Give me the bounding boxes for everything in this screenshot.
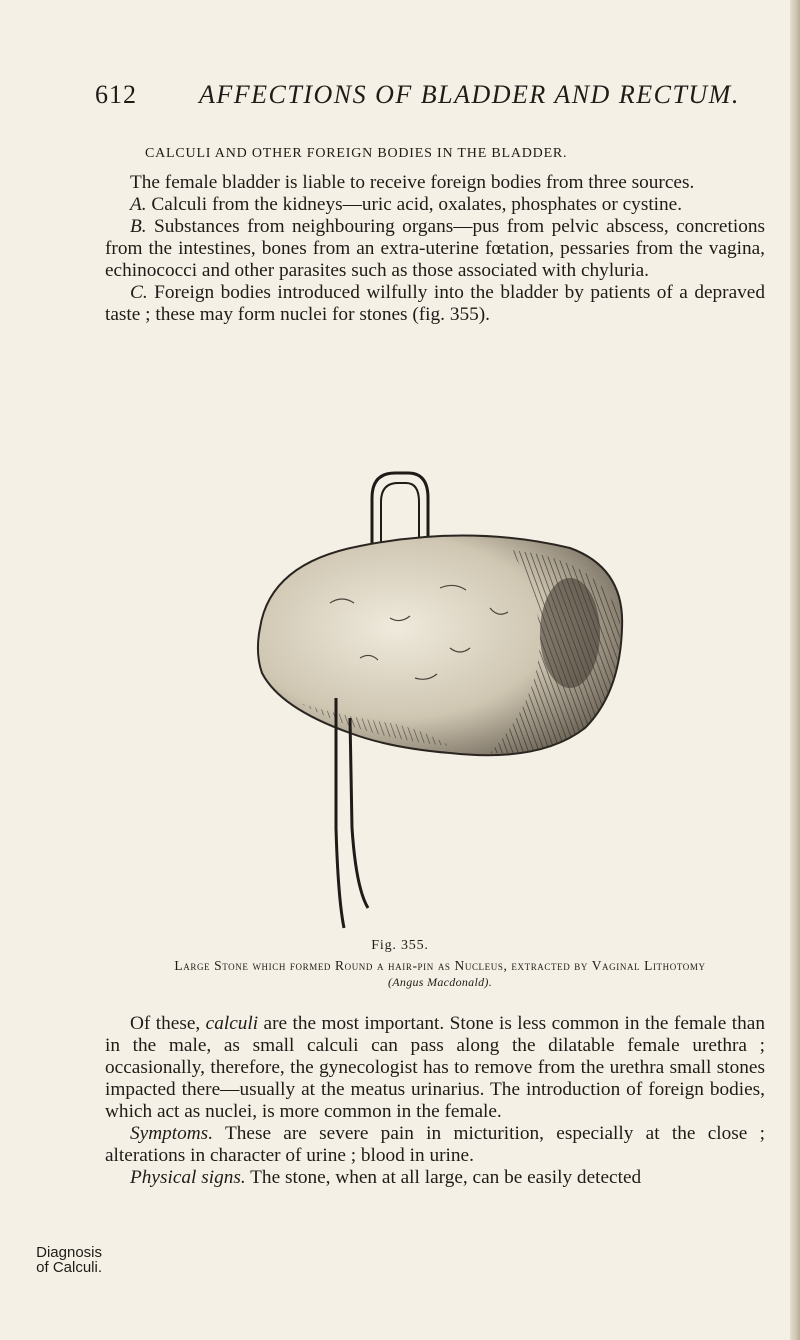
bottom-text-block <box>105 1013 765 1189</box>
paragraph-c <box>105 282 765 326</box>
signs-text: The stone, when at all large, can be easily detected <box>245 1167 642 1188</box>
symptoms-text: These are severe pain in micturition, especially at the close ; alterations in character of urine ; blood in urine. <box>105 1123 765 1166</box>
margin-note-line1: Diagnosis <box>36 1244 102 1261</box>
symptoms-label: Symptoms. <box>130 1123 214 1144</box>
paragraph-b <box>105 216 765 282</box>
top-text-block <box>105 172 765 326</box>
intro-text: The female bladder is liable to receive foreign bodies from three sources. <box>130 172 695 193</box>
paragraph-symptoms <box>105 1123 765 1167</box>
figure-caption-block <box>95 958 785 990</box>
section-title: CALCULI AND OTHER FOREIGN BODIES IN THE BLADDER. <box>145 146 568 161</box>
label-a: A. <box>130 194 147 215</box>
margin-note-line2: of Calculi. <box>36 1259 102 1276</box>
page-number: 612 <box>95 80 137 109</box>
paragraph-calculi <box>105 1013 765 1123</box>
p1-emphasis: calculi <box>205 1013 259 1034</box>
p1-rest: are the most important. Stone is less common in the female than in the male, as small calculi can pass along the dilatable female urethra ; occasionally, therefore, the gynecologist has to remove from the urethra small stones impacted there—usually at the meatus urinarius. The introduction of foreign bodies, which act as nuclei, is more common in the female. <box>105 1013 765 1122</box>
p1-start: Of these, <box>130 1013 206 1034</box>
margin-note <box>22 1245 102 1275</box>
page-edge <box>790 0 800 1340</box>
signs-label: Physical signs. <box>130 1167 246 1188</box>
text-b: Substances from neighbouring organs—pus from pelvic abscess, concretions from the intestines, bones from an extra-uterine fœtation, pessaries from the vagina, echinococci and other parasites such as those associated with chyluria. <box>105 216 765 281</box>
text-c: Foreign bodies introduced wilfully into the bladder by patients of a depraved taste ; these may form nuclei for stones (fig. 355). <box>105 282 765 325</box>
paragraph-signs <box>105 1167 765 1189</box>
stone-illustration <box>240 428 630 933</box>
intro-paragraph <box>105 172 765 194</box>
paragraph-a <box>105 194 765 216</box>
text-a: Calculi from the kidneys—uric acid, oxalates, phosphates or cystine. <box>146 194 683 215</box>
figure-label: Fig. 355. <box>371 938 429 953</box>
label-b: B. <box>130 216 147 237</box>
figure-credit: (Angus Macdonald). <box>387 975 493 989</box>
running-head <box>95 80 740 114</box>
label-c: C. <box>130 282 148 303</box>
running-title: AFFECTIONS OF BLADDER AND RECTUM. <box>199 80 740 109</box>
figure-caption: Large Stone which formed Round a hair-pin as Nucleus, extracted by Vaginal Lithotomy <box>174 958 706 973</box>
